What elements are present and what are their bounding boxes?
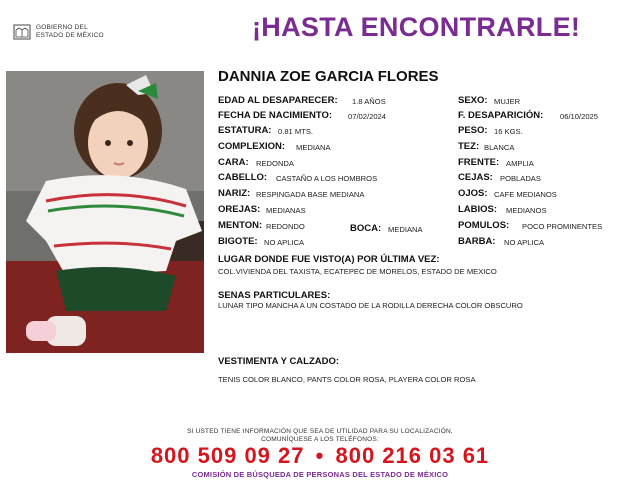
value-complexion: MEDIANA bbox=[296, 143, 331, 152]
footer-note-line-2: COMUNÍQUESE A LOS TELÉFONOS: bbox=[261, 436, 379, 443]
value-ojos: CAFE MEDIANOS bbox=[494, 190, 557, 199]
value-barba: NO APLICA bbox=[504, 238, 545, 247]
person-name: DANNIA ZOE GARCIA FLORES bbox=[218, 68, 439, 85]
vestimenta-title: VESTIMENTA Y CALZADO: bbox=[218, 356, 340, 367]
value-cara: REDONDA bbox=[256, 159, 294, 168]
label-sexo: SEXO: bbox=[458, 95, 488, 106]
value-fecha-desaparicion: 06/10/2025 bbox=[560, 112, 599, 121]
label-orejas: OREJAS: bbox=[218, 204, 261, 215]
senas-title: SENAS PARTICULARES: bbox=[218, 290, 331, 301]
value-frente: AMPLIA bbox=[506, 159, 534, 168]
logo-line-1: GOBIERNO DEL bbox=[36, 24, 88, 31]
person-photo bbox=[6, 71, 204, 353]
label-peso: PESO: bbox=[458, 125, 488, 136]
label-menton: MENTON: bbox=[218, 220, 263, 231]
value-orejas: MEDIANAS bbox=[266, 206, 306, 215]
label-nariz: NARIZ: bbox=[218, 188, 251, 199]
value-nariz: RESPINGADA BASE MEDIANA bbox=[256, 190, 365, 199]
label-tez: TEZ: bbox=[458, 141, 480, 152]
label-cabello: CABELLO: bbox=[218, 172, 268, 183]
value-estatura: 0.81 MTS. bbox=[278, 127, 314, 136]
value-boca: MEDIANA bbox=[388, 225, 423, 234]
footer-note bbox=[0, 428, 640, 444]
value-sexo: MUJER bbox=[494, 97, 521, 106]
logo-line-2: ESTADO DE MÉXICO bbox=[36, 32, 104, 39]
label-complexion: COMPLEXION: bbox=[218, 141, 286, 152]
label-cara: CARA: bbox=[218, 157, 249, 168]
banner-title: ¡HASTA ENCONTRARLE! bbox=[252, 12, 581, 42]
logo-text bbox=[36, 24, 104, 40]
label-estatura: ESTATURA: bbox=[218, 125, 272, 136]
state-government-logo bbox=[12, 22, 104, 42]
value-edad: 1.8 AÑOS bbox=[352, 97, 386, 106]
senas-value: LUNAR TIPO MANCHA A UN COSTADO DE LA RODILLA DERECHA COLOR OBSCURO bbox=[218, 301, 523, 310]
value-cabello: CASTAÑO A LOS HOMBROS bbox=[276, 174, 378, 183]
label-edad: EDAD AL DESAPARECER: bbox=[218, 95, 338, 106]
phone-number-1[interactable]: 800 509 09 27 bbox=[150, 443, 305, 468]
label-fecha-nacimiento: FECHA DE NACIMIENTO: bbox=[218, 110, 332, 121]
value-bigote: NO APLICA bbox=[264, 238, 305, 247]
label-ojos: OJOS: bbox=[458, 188, 488, 199]
value-pomulos: POCO PROMINENTES bbox=[522, 222, 603, 231]
footer-note-line-1: SI USTED TIENE INFORMACIÓN QUE SEA DE UTILIDAD PARA SU LOCALIZACIÓN, bbox=[187, 428, 453, 435]
state-emblem-icon bbox=[12, 22, 32, 42]
label-labios: LABIOS: bbox=[458, 204, 498, 215]
label-pomulos: POMULOS: bbox=[458, 220, 510, 231]
label-bigote: BIGOTE: bbox=[218, 236, 258, 247]
label-frente: FRENTE: bbox=[458, 157, 500, 168]
vestimenta-value: TENIS COLOR BLANCO, PANTS COLOR ROSA, PLAYERA COLOR ROSA bbox=[218, 375, 476, 384]
label-boca: BOCA: bbox=[350, 223, 382, 234]
value-tez: BLANCA bbox=[484, 143, 515, 152]
value-fecha-nacimiento: 07/02/2024 bbox=[348, 112, 387, 121]
value-peso: 16 KGS. bbox=[494, 127, 523, 136]
commission-name: COMISIÓN DE BÚSQUEDA DE PERSONAS DEL ESTADO DE MÉXICO bbox=[191, 470, 449, 479]
phone-number-2[interactable]: 800 216 03 61 bbox=[335, 443, 490, 468]
label-barba: BARBA: bbox=[458, 236, 496, 247]
value-cejas: POBLADAS bbox=[500, 174, 541, 183]
lugar-value: COL.VIVIENDA DEL TAXISTA, ECATEPEC DE MORELOS, ESTADO DE MEXICO bbox=[218, 267, 497, 276]
label-cejas: CEJAS: bbox=[458, 172, 493, 183]
phone-numbers bbox=[0, 443, 640, 469]
value-menton: REDONDO bbox=[266, 222, 305, 231]
phone-separator: • bbox=[315, 443, 325, 468]
value-labios: MEDIANOS bbox=[506, 206, 547, 215]
lugar-title: LUGAR DONDE FUE VISTO(A) POR ÚLTIMA VEZ: bbox=[218, 254, 440, 265]
label-fecha-desaparicion: F. DESAPARICIÓN: bbox=[458, 110, 544, 121]
